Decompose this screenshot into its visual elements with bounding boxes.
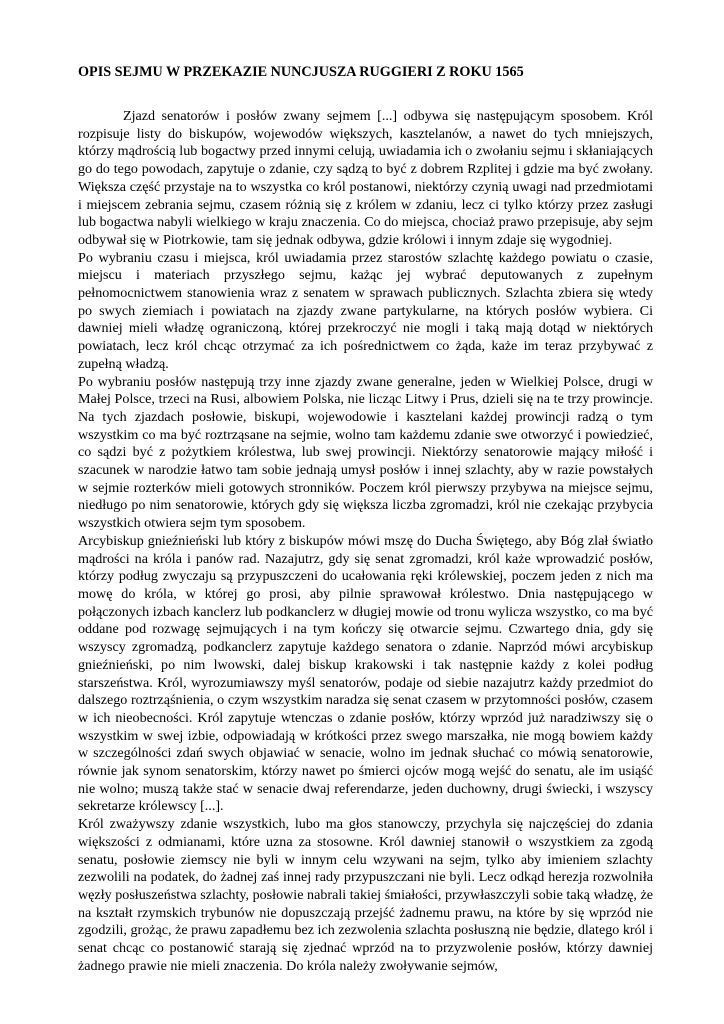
document-title: OPIS SEJMU W PRZEKAZIE NUNCJUSZA RUGGIERI Z ROKU 1565 xyxy=(78,64,524,80)
document-page xyxy=(78,63,653,975)
paragraph-4: Arcybiskup gnieźnieński lub który z biskupów mówi mszę do Ducha Świętego, aby Bóg zlał światło mądrości na króla i panów rad. Nazajutrz, gdy się senat zgromadzi, król każe wprowadzić posłów, którzy podług zwyczaju są przypuszczeni do ucałowania ręki królewskiej, poczem jeden z nich ma mowę do króla, w której go prosi, aby pilnie sprawował królestwo. Dnia następującego w połączonych izbach kanclerz lub podkanclerz w długiej mowie od tronu wylicza wszystko, co ma być oddane pod rozwagę sejmujących i na tym kończy się otwarcie sejmu. Czwartego dnia, gdy się wszyscy zgromadzą, podkanclerz zapytuje każdego senatora o zdanie. Naprzód mówi arcybiskup gnieźnieński, po nim lwowski, dalej biskup krakowski i tak następnie każdy z kolei podług starszeństwa. Król, wyrozumiawszy myśl senatorów, podaje od siebie nazajutrz każdy przedmiot do dalszego roztrząśnienia, o czym wszystkim naradza się senat czasem w przytomności posłów, czasem w ich nieobecności. Król zapytuje wtenczas o zdanie posłów, którzy wprzód już naradziwszy się o wszystkim w swej izbie, odpowiadają w krótkości przez swego marszałka, nie mogą bowiem każdy w szczególności zdań swych objawiać w senacie, wolno im jednak słuchać co mówią senatorowie, równie jak synom senatorskim, którzy nawet po śmierci ojców mogą wejść do senatu, ale im usiąść nie wolno; muszą także stać w senacie dwaj referendarze, jeden duchowny, drugi świecki, i wszyscy sekretarze królewscy [...]. xyxy=(78,532,653,815)
paragraph-3: Po wybraniu posłów następują trzy inne zjazdy zwane generalne, jeden w Wielkiej Polsce, drugi w Małej Polsce, trzeci na Rusi, albowiem Polska, nie licząc Litwy i Prus, dzieli się na te trzy prowincje. Na tych zjazdach posłowie, biskupi, wojewodowie i kasztelani każdej prowincji radzą o tym wszystkim co ma być roztrząsane na sejmie, wolno tam każdemu zdanie swe otworzyć i powiedzieć, co sądzi być z pożytkiem królestwa, lub swej prowincji. Niektórzy senatorowie mający miłość i szacunek w narodzie łatwo tam sobie jednają umysł posłów i innej szlachty, aby w razie powstałych w sejmie rozterków mieli gotowych stronników. Poczem król pierwszy przybywa na miejsce sejmu, niedługo po nim senatorowie, których gdy się większa liczba zgromadzi, król nie czekając przybycia wszystkich otwiera sejm tym sposobem. xyxy=(78,373,653,532)
paragraph-2: Po wybraniu czasu i miejsca, król uwiadamia przez starostów szlachtę każdego powiatu o czasie, miejscu i materiach przyszłego sejmu, każąc jej wybrać deputowanych z zupełnym pełnomocnictwem stanowienia wraz z senatem w sprawach publicznych. Szlachta zbiera się wtedy po swych ziemiach i powiatach na zjazdy zwane partykularne, na których posłów wybiera. Ci dawniej mieli władzę ograniczoną, której przekroczyć nie mogli i taką mają dotąd w niektórych powiatach, lecz król chcąc otrzymać za ich pośrednictwem co żąda, każe im teraz przybywać z zupełną władzą. xyxy=(78,249,653,372)
paragraph-1: Zjazd senatorów i posłów zwany sejmem [...] odbywa się następującym sposobem. Król rozpisuje listy do biskupów, wojewodów większych, kasztelanów, a nawet do tych mniejszych, którzy mądrością lub bogactwy przed innymi celują, uwiadamia ich o zwołaniu sejmu i skłaniających go do tego powodach, zapytuje o zdanie, czy sądzą to być z dobrem Rzplitej i gdzie ma być zwołany. Większa część przystaje na to wszystka co król postanowi, niektórzy czynią uwagi nad przedmiotami i miejscem zebrania sejmu, czasem różnią się z królem w zdaniu, lecz ci tylko którzy przez zasługi lub bogactwa nabyli wielkiego w kraju znaczenia. Co do miejsca, chociaż prawo przepisuje, aby sejm odbywał się w Piotrkowie, tam się jednak odbywa, gdzie królowi i innym zdaje się wygodniej. xyxy=(78,108,653,248)
paragraph-5: Król zważywszy zdanie wszystkich, lubo ma głos stanowczy, przychyla się najczęściej do zdania większości z odmianami, które uzna za stosowne. Król dawniej stanowił o wszystkiem za zgodą senatu, posłowie ziemscy nie byli w innym celu wzywani na sejm, tylko aby imieniem szlachty zezwolili na podatek, do żadnej zaś innej rady przypuszczani nie byli. Lecz odkąd herezja rozwolniła węzły posłuszeństwa szlachty, posłowie nabrali takiej śmiałości, przywłaszczyli sobie taką władzę, że na kształt rzymskich trybunów nie dopuszczają przejść żadnemu prawu, na które by się wprzód nie zgodzili, grożąc, że prawu zapadłemu bez ich zezwolenia szlachta posłuszną nie będzie, dlatego król i senat chcąc co postanowić starają się zjednać wprzód na to przyzwolenie posłów, którzy dawniej żadnego prawie nie mieli znaczenia. Do króla należy zwoływanie sejmów, xyxy=(78,816,653,974)
